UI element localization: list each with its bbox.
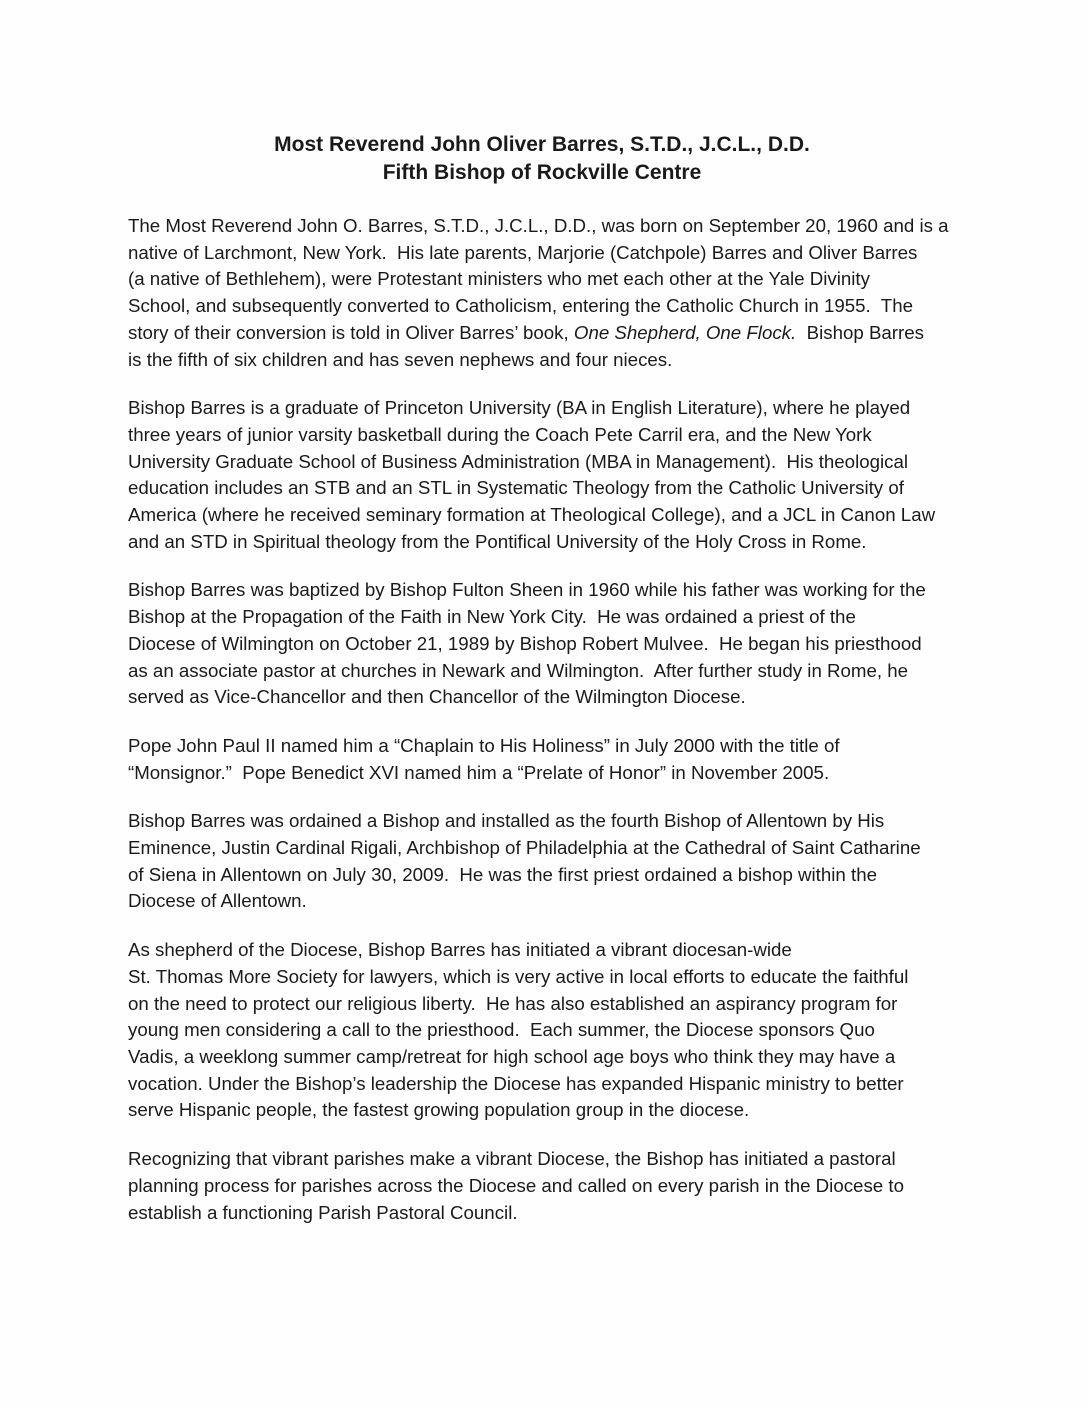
text-segment: planning process for parishes across the Diocese and called on every parish in the Diocese to xyxy=(128,1174,904,1196)
text-line xyxy=(128,964,968,991)
text-segment: vocation. Under the Bishop’s leadership the Diocese has expanded Hispanic ministry to better xyxy=(128,1072,904,1094)
text-segment: (a native of Bethlehem), were Protestant ministers who met each other at the Yale Divinity xyxy=(128,268,870,290)
text-line xyxy=(128,1044,968,1071)
paragraph xyxy=(128,395,968,555)
text-line xyxy=(128,213,968,240)
text-segment: Bishop Barres is a graduate of Princeton University (BA in English Literature), where he played xyxy=(128,397,911,419)
text-line xyxy=(128,1017,968,1044)
document-title xyxy=(128,131,956,187)
text-line xyxy=(128,1200,968,1227)
text-line xyxy=(128,475,968,502)
text-segment: America (where he received seminary formation at Theological College), and a JCL in Canon Law xyxy=(128,504,936,526)
document-body xyxy=(128,213,968,1226)
text-segment: “Monsignor.” Pope Benedict XVI named him a “Prelate of Honor” in November 2005. xyxy=(128,761,830,783)
text-line xyxy=(128,266,968,293)
text-line xyxy=(128,320,968,347)
text-line xyxy=(128,577,968,604)
text-line xyxy=(128,1071,968,1098)
text-segment: St. Thomas More Society for lawyers, which is very active in local efforts to educate the faithful xyxy=(128,965,909,987)
text-line xyxy=(128,1097,968,1124)
text-segment: School, and subsequently converted to Catholicism, entering the Catholic Church in 1955. The xyxy=(128,295,913,317)
text-segment: As shepherd of the Diocese, Bishop Barres has initiated a vibrant diocesan-wide xyxy=(128,939,792,961)
text-segment: Diocese of Allentown. xyxy=(128,890,307,912)
text-segment: served as Vice-Chancellor and then Chancellor of the Wilmington Diocese. xyxy=(128,686,746,708)
text-segment: of Siena in Allentown on July 30, 2009. He was the first priest ordained a bishop within the xyxy=(128,863,877,885)
text-line xyxy=(128,658,968,685)
text-segment: Diocese of Wilmington on October 21, 1989 by Bishop Robert Mulvee. He began his priesthood xyxy=(128,632,922,654)
text-line xyxy=(128,347,968,374)
paragraph xyxy=(128,808,968,915)
text-segment: is the fifth of six children and has seven nephews and four nieces. xyxy=(128,348,673,370)
text-segment: three years of junior varsity basketball during the Coach Pete Carril era, and the New York xyxy=(128,423,872,445)
text-segment: education includes an STB and an STL in Systematic Theology from the Catholic University of xyxy=(128,477,904,499)
title-line-2: Fifth Bishop of Rockville Centre xyxy=(382,161,702,184)
paragraph xyxy=(128,733,968,786)
text-segment: Recognizing that vibrant parishes make a vibrant Diocese, the Bishop has initiated a pastoral xyxy=(128,1148,896,1170)
text-line xyxy=(128,1173,968,1200)
text-segment: young men considering a call to the priesthood. Each summer, the Diocese sponsors Quo xyxy=(128,1019,875,1041)
text-line xyxy=(128,502,968,529)
text-line xyxy=(128,529,968,556)
text-line xyxy=(128,395,968,422)
text-segment: native of Larchmont, New York. His late parents, Marjorie (Catchpole) Barres and Oliver Barres xyxy=(128,241,918,263)
text-line xyxy=(128,808,968,835)
paragraph xyxy=(128,937,968,1124)
text-line xyxy=(128,888,968,915)
text-line xyxy=(128,835,968,862)
text-line xyxy=(128,937,968,964)
text-line xyxy=(128,733,968,760)
text-segment: Bishop at the Propagation of the Faith in New York City. He was ordained a priest of the xyxy=(128,606,856,628)
text-line xyxy=(128,449,968,476)
text-segment: as an associate pastor at churches in Newark and Wilmington. After further study in Rome, he xyxy=(128,659,909,681)
text-segment: and an STD in Spiritual theology from the Pontifical University of the Holy Cross in Rome. xyxy=(128,530,867,552)
text-line xyxy=(128,760,968,787)
text-line xyxy=(128,631,968,658)
text-segment: University Graduate School of Business Administration (MBA in Management). His theological xyxy=(128,450,909,472)
text-segment: story of their conversion is told in Oliver Barres’ book, xyxy=(128,321,574,343)
paragraph xyxy=(128,577,968,711)
text-segment: The Most Reverend John O. Barres, S.T.D., J.C.L., D.D., was born on September 20, 1960 and is a xyxy=(128,215,949,236)
text-segment: Eminence, Justin Cardinal Rigali, Archbishop of Philadelphia at the Cathedral of Saint Catharine xyxy=(128,837,921,859)
text-line xyxy=(128,604,968,631)
paragraph xyxy=(128,1146,968,1226)
text-line xyxy=(128,684,968,711)
text-line xyxy=(128,991,968,1018)
title-line-1: Most Reverend John Oliver Barres, S.T.D., J.C.L., D.D. xyxy=(274,133,810,156)
text-line xyxy=(128,293,968,320)
text-line xyxy=(128,862,968,889)
text-segment: establish a functioning Parish Pastoral Council. xyxy=(128,1201,518,1223)
text-segment: Bishop Barres was ordained a Bishop and installed as the fourth Bishop of Allentown by His xyxy=(128,810,885,832)
text-line xyxy=(128,1146,968,1173)
book-title-italic: One Shepherd, One Flock. xyxy=(573,321,797,343)
text-segment: Bishop Barres xyxy=(796,321,924,343)
text-segment: Bishop Barres was baptized by Bishop Fulton Sheen in 1960 while his father was working for the xyxy=(128,579,926,601)
text-line xyxy=(128,422,968,449)
text-segment: serve Hispanic people, the fastest growing population group in the diocese. xyxy=(128,1099,750,1121)
text-line xyxy=(128,240,968,267)
paragraph xyxy=(128,213,968,373)
text-segment: Vadis, a weeklong summer camp/retreat for high school age boys who think they may have a xyxy=(128,1045,896,1067)
text-segment: on the need to protect our religious liberty. He has also established an aspirancy program for xyxy=(128,992,898,1014)
text-segment: Pope John Paul II named him a “Chaplain to His Holiness” in July 2000 with the title of xyxy=(128,734,840,756)
